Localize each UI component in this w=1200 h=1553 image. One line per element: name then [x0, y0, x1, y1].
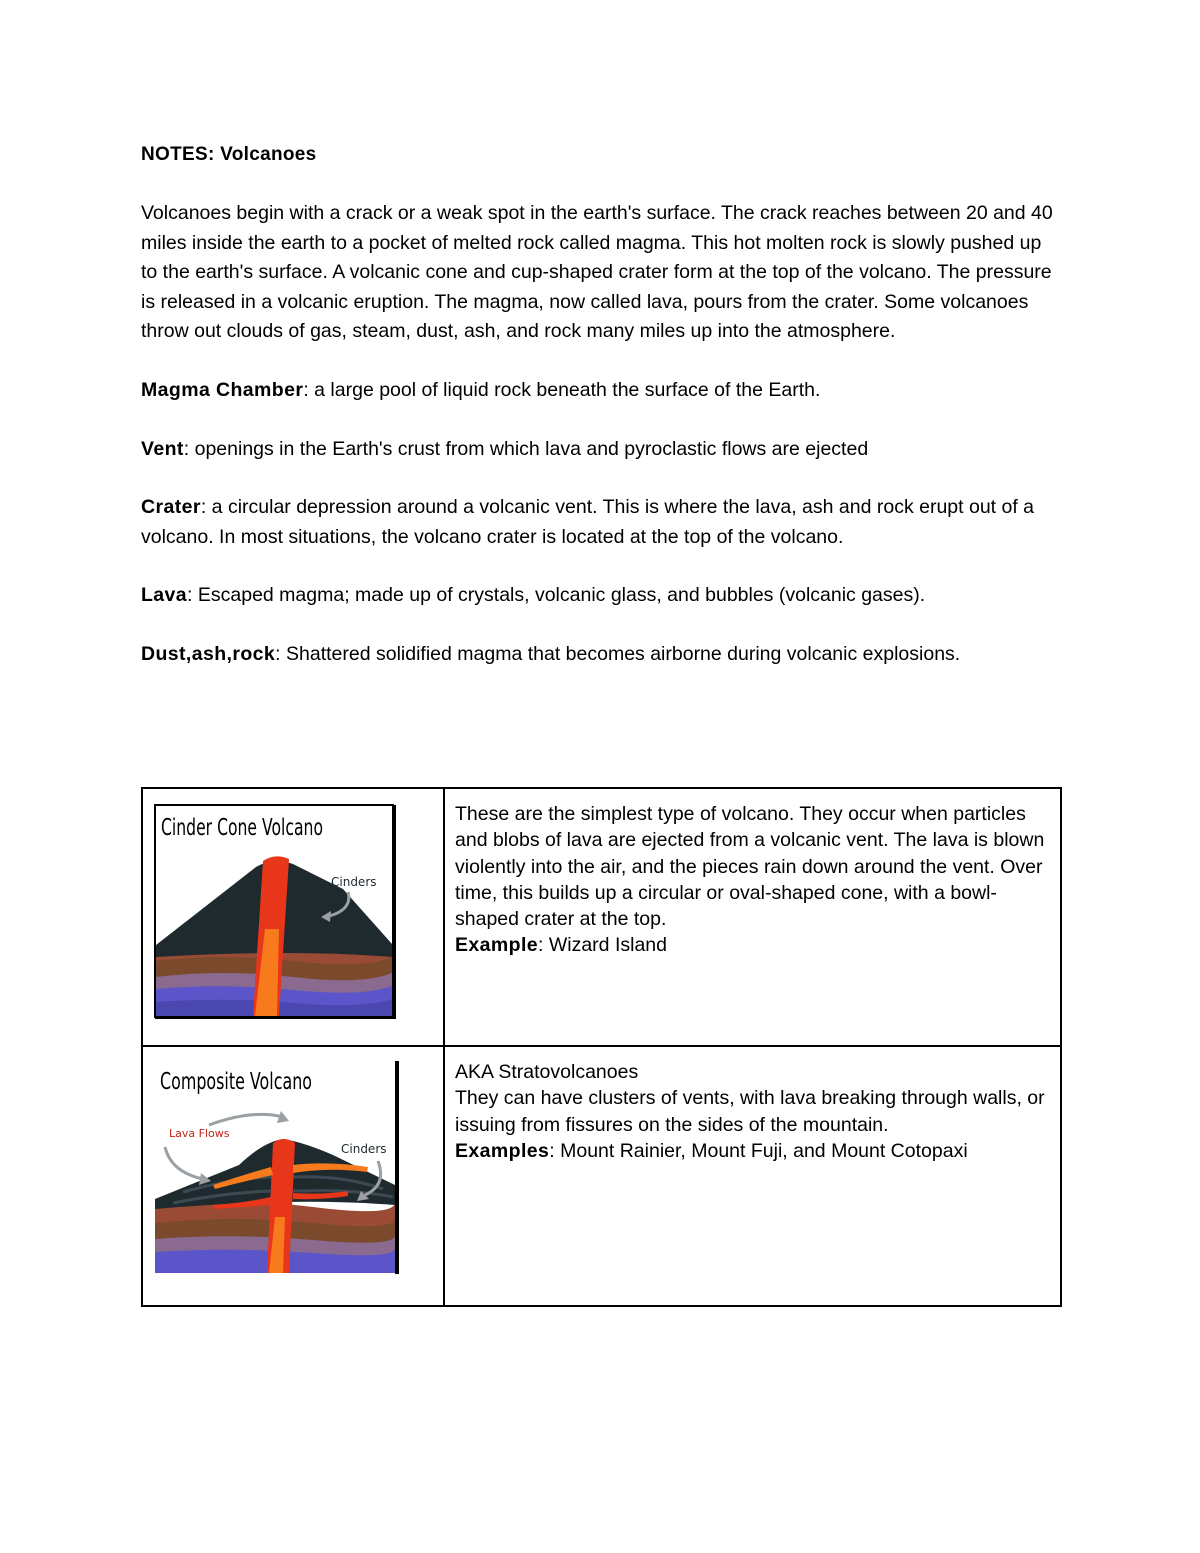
term-label: Vent [141, 437, 184, 460]
composite-image-cell [142, 1046, 444, 1306]
term-lava [141, 581, 1061, 611]
term-label: Dust,ash,rock [141, 642, 276, 665]
term-definition: : openings in the Earth's crust from which lava and pyroclastic flows are ejected [183, 437, 869, 460]
diagram-title: Cinder Cone Volcano [161, 815, 323, 841]
volcano-types-table [141, 787, 1062, 1307]
term-definition: : Shattered solidified magma that becomes airborne during volcanic explosions. [275, 642, 961, 665]
intro-paragraph: Volcanoes begin with a crack or a weak spot in the earth's surface. The crack reaches between 20 and 40 miles inside the earth to a pocket of melted rock called magma. This hot molten rock is slowly pushed up to the earth's surface. A volcanic cone and cup-shaped crater form at the top of the volcano. The pressure is released in a volcanic eruption. The magma, now called lava, pours from the crater. Some volcanoes throw out clouds of gas, steam, dust, ash, and rock many miles up into the atmosphere. [141, 202, 1053, 343]
diagram-title: Composite Volcano [160, 1069, 312, 1095]
term-dust-ash-rock [141, 640, 1061, 670]
term-magma-chamber [141, 376, 1061, 406]
table-row-cinder-cone [142, 788, 1061, 1046]
term-definition: : a circular depression around a volcanic vent. This is where the lava, ash and rock erupt out of a volcano. In most situations, the volcano crater is located at the top of the volcano. [141, 496, 1035, 548]
example-value: : Wizard Island [538, 934, 667, 957]
term-label: Magma Chamber [141, 378, 304, 401]
composite-aka: AKA Stratovolcanoes [455, 1061, 639, 1083]
table-row-composite [142, 1046, 1061, 1306]
page-title: NOTES: Volcanoes [141, 144, 317, 165]
term-label: Lava [141, 584, 188, 607]
composite-volcano-diagram [143, 1047, 443, 1293]
cinders-label: Cinders [331, 875, 377, 889]
cinder-cone-description-cell [444, 788, 1061, 1046]
term-crater [141, 493, 1061, 552]
example-label: Example [455, 934, 539, 957]
cinder-cone-description: These are the simplest type of volcano. They occur when particles and blobs of lava are ejected from a volcanic vent. The lava is blown violently into the air, and the pieces rain down around the vent. Over time, this builds up a circular or oval-shaped cone, with a bowl-shaped crater at the top. [455, 803, 1045, 931]
notes-page [141, 140, 1061, 699]
cinder-cone-image-cell [142, 788, 444, 1046]
example-label: Examples [455, 1139, 550, 1162]
composite-examples [455, 1138, 1050, 1164]
cinders-label: Cinders [341, 1142, 387, 1156]
cinder-cone-diagram [143, 789, 443, 1033]
term-vent [141, 435, 1061, 465]
term-definition: : a large pool of liquid rock beneath the surface of the Earth. [303, 378, 821, 401]
composite-description-cell [444, 1046, 1061, 1306]
term-label: Crater [141, 496, 201, 519]
composite-description: They can have clusters of vents, with lava breaking through walls, or issuing from fissures on the sides of the mountain. [455, 1087, 1045, 1136]
lava-flows-label: Lava Flows [169, 1127, 230, 1140]
term-definition: : Escaped magma; made up of crystals, volcanic glass, and bubbles (volcanic gases). [187, 584, 926, 607]
cinder-cone-example [455, 932, 1050, 958]
example-value: : Mount Rainier, Mount Fuji, and Mount Cotopaxi [549, 1139, 968, 1162]
